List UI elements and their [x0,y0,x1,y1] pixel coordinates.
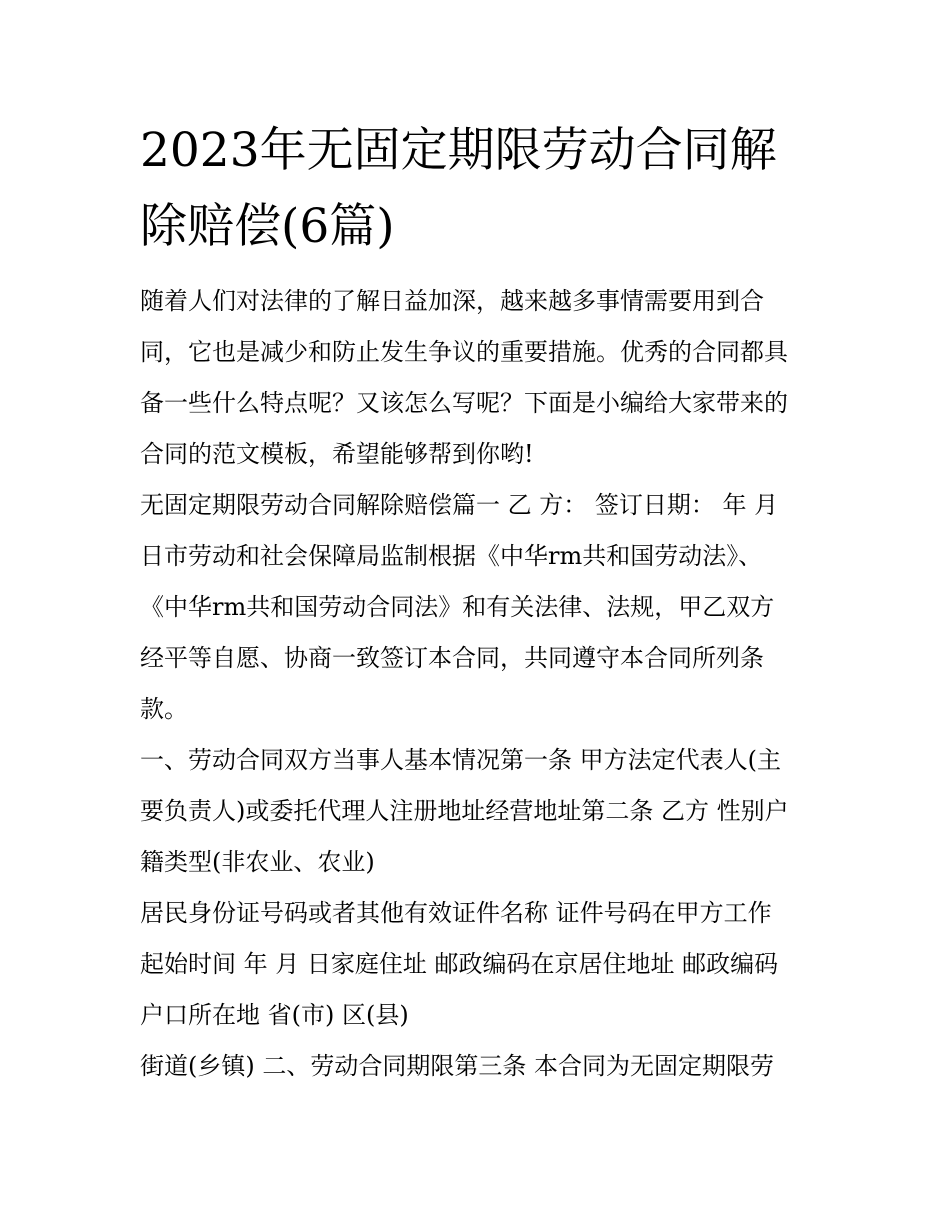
body-line: 日市劳动和社会保障局监制根据《中华rm共和国劳动法》、 [140,542,763,570]
body-line: 同，它也是减少和防止发生争议的重要措施。优秀的合同都具 [140,338,788,366]
body-line: 款。 [140,695,188,723]
body-line: 经平等自愿、协商一致签订本合同，共同遵守本合同所列条 [140,644,764,672]
body-line: 一、劳动合同双方当事人基本情况第一条 甲方法定代表人(主 [140,746,781,774]
body-line: 街道(乡镇) 二、劳动合同期限第三条 本合同为无固定期限劳 [140,1052,774,1080]
body-line: 户口所在地 省(市) 区(县) [140,1001,409,1029]
body-line: 籍类型(非农业、农业) [140,848,375,876]
body-line: 合同的范文模板，希望能够帮到你哟! [140,440,534,468]
body-line: 备一些什么特点呢？又该怎么写呢？下面是小编给大家带来的 [140,389,788,417]
body-line: 《中华rm共和国劳动合同法》和有关法律、法规，甲乙双方 [140,593,775,621]
body-line: 起始时间 年 月 日家庭住址 邮政编码在京居住地址 邮政编码 [140,950,779,978]
body-line: 居民身份证号码或者其他有效证件名称 证件号码在甲方工作 [140,899,772,927]
body-line: 要负责人)或委托代理人注册地址经营地址第二条 乙方 性别户 [140,797,789,825]
body-line: 无固定期限劳动合同解除赔偿篇一 乙 方： 签订日期： 年 月 [140,491,779,519]
document-title-line-2: 除赔偿(6篇) [140,199,395,254]
body-line: 随着人们对法律的了解日益加深，越来越多事情需要用到合 [140,287,764,315]
document-title-line-1: 2023年无固定期限劳动合同解 [140,123,777,178]
